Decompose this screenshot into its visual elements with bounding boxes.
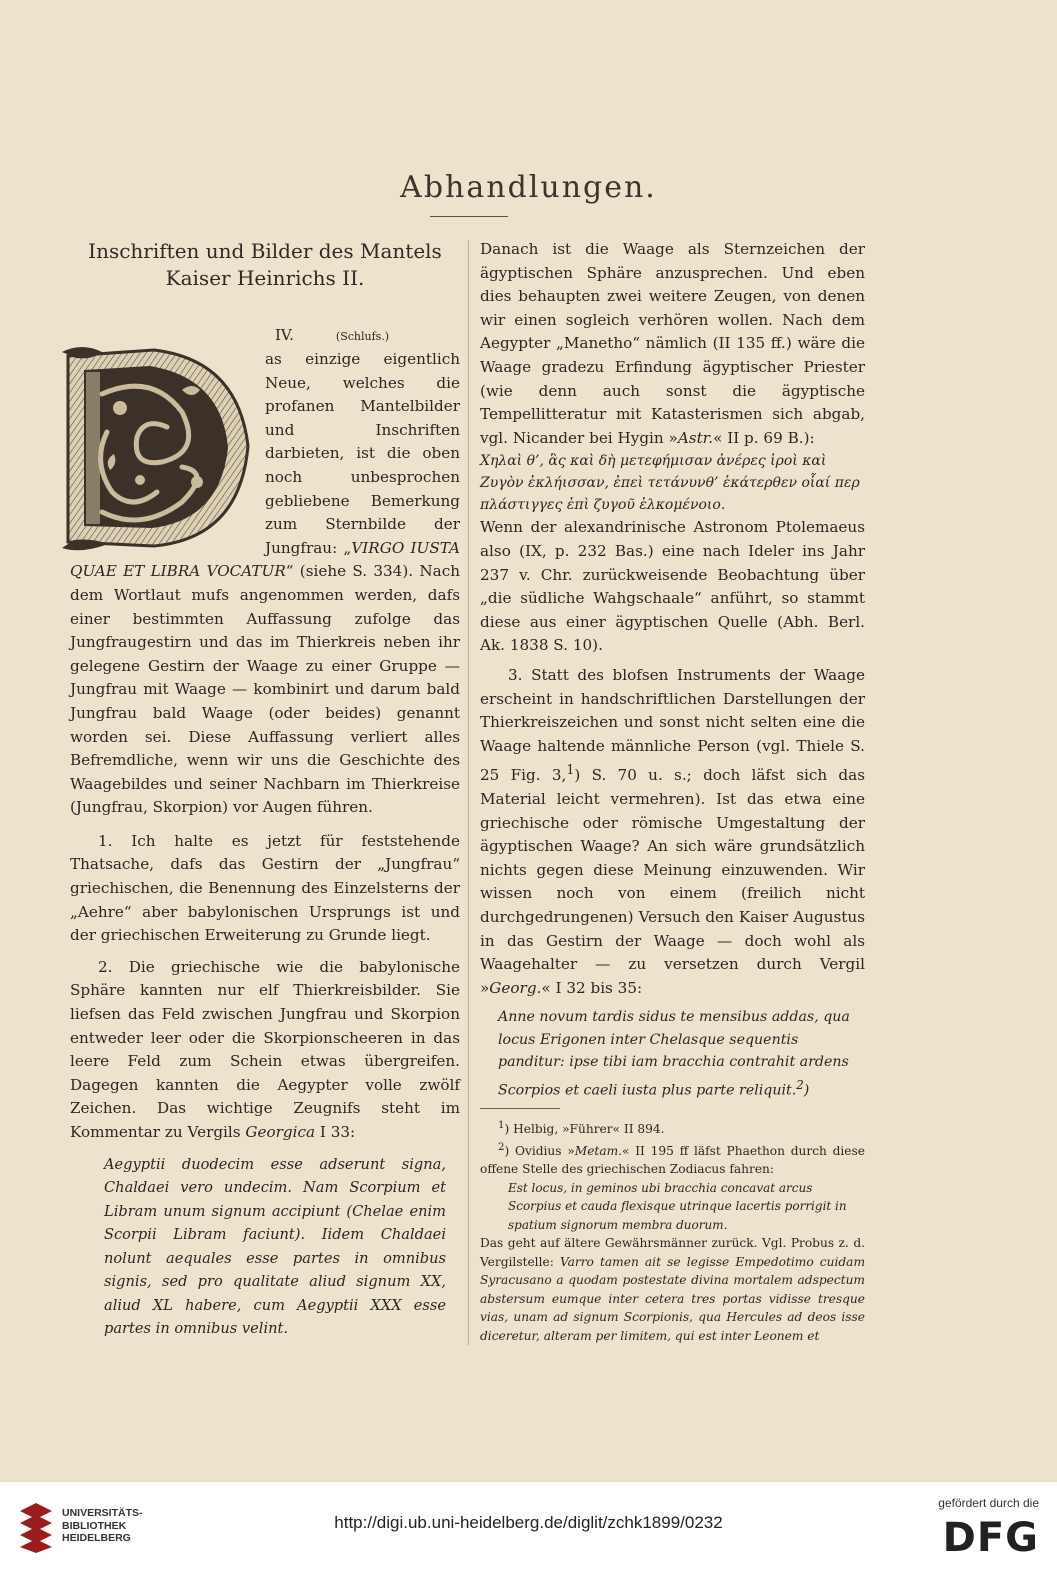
part-note: (Schlufs.) [335,330,390,343]
article-title [70,238,460,292]
footnote-rule [480,1108,560,1109]
footer [0,1482,1057,1572]
right-paragraph-3: 3. Statt des blofsen Instruments der Waage erscheint in handschriftlichen Darstellungen der Thierkreiszeichen und sonst nicht selten eine die Waage haltende männliche Person (vgl. Thiele S. 25 Fig. 3,$^1$) S. 70 u. s.; doch läfst sich das Material leicht vermehren). Ist das etwa eine griechische oder römische Umgestaltung der ägyptischen Waage? An sich wäre grundsätzlich nichts gegen diese Meinung einzuwenden. Wir wissen noch von einem (freilich nicht durchgedrungenen) Versuch den Kaiser Augustus in das Gestirn der Waage — doch wohl als Waagehalter — zu versetzen durch Vergil »Georg.« I 32 bis 35: [480,665,865,997]
part-number: IV. [275,326,294,344]
funding-label: gefördert durch die [938,1496,1039,1510]
left-paragraph-3: 2. Die griechische wie die babylonische Sphäre kannten nur elf Thierkreisbilder. Sie liefsen das Feld zwischen Jungfrau und Skorpion entweder leer oder die Skorpionscheeren in das leere Feld zum Schein etwas übergreifen. Dagegen kannten die Aegypter volle zwölf Zeichen. Das wichtige Zeugnifs steht im Kommentar zu Vergils Georgica I 33: [70,957,460,1141]
left-paragraph-1: as einzige eigentlich Neue, welches die profanen Mantelbilder und Inschriften darbieten, ist die oben noch unbesprochen gebliebene Bemerkung zum Sternbilde der Jungfrau: „VIRGO IUSTA QUAE ET LIBRA VOCATUR“ (siehe S. 334). Nach dem Wortlaut mufs angenommen werden, dafs einer bestimmten Auffassung zufolge das Jungfraugestirn und das im Thierkreis neben ihr gelegene Gestirn der Waage zu einer Gruppe — Jungfrau mit Waage — kombinirt und darum bald Jungfrau bald Waage (oder beides) genannt worden sei. Diese Auffassung verliert alles Befremdliche, wenn wir uns die Geschichte des Waagebildes und seiner Nachbarn im Thierkreise (Jungfrau, Skorpion) vor Augen führen. [70,350,460,817]
virgo-quote: VIRGO IUSTA QUAE ET LIBRA VOCATUR [70,538,460,581]
initial-d-ornament-icon [62,342,257,554]
right-paragraph-2: Wenn der alexandrinische Astronom Ptolemaeus also (IX, p. 232 Bas.) eine nach Ideler ins Jahr 237 v. Chr. zurückweisende Beobachtung über „die südliche Wahgschaale“ anführt, so stammt diese aus einer ägyptischen Quelle (Abh. Berl. Ak. 1838 S. 10). [480,518,865,655]
vergil-quote: Anne novum tardis sidus te mensibus addas, qua locus Erigonen inter Chelasque sequentis panditur: ipse tibi iam bracchia contrahit ardens Scorpios et caeli iusta plus parte reliquit.$^2$) [498,1009,850,1099]
dfg-logo: DFG [942,1515,1039,1561]
column-divider [468,240,469,1345]
footnote-2: $^2$) Ovidius »Metam.« II 195 ff läfst Phaethon durch diese offene Stelle des griechischen Zodiacus fahren: [480,1141,865,1177]
left-column [70,238,460,1341]
right-column [480,238,865,1345]
servius-quote: Aegyptii duodecim esse adserunt signa, Chaldaei vero undecim. Nam Scorpium et Libram unum signum accipiunt (Chelae enim Scorpii Libram faciunt). Iidem Chaldaei nolunt aequales esse partes in omnibus signis, sed pro qualitate aliud signum XX, aliud XL habere, cum Aegyptii XXX esse partes in omnibus velint. [104,1155,446,1338]
footnote-ref-2: 2 [796,1077,804,1092]
right-paragraph-1: Danach ist die Waage als Sternzeichen der ägyptischen Sphäre anzusprechen. Und eben dies behaupten zwei weitere Zeugen, von denen wir einen sogleich verhören wollen. Nach dem Aegypter „Manetho“ nämlich (II 135 ff.) wäre die Waage gradezu Erfindung ägyptischer Priester (wie denn auch sonst die ägyptische Tempellitteratur mit Katasterismen sich abgab, vgl. Nicander bei Hygin »Astr.« II p. 69 B.): [480,240,865,447]
library-name: UNIVERSITÄTS- BIBLIOTHEK HEIDELBERG [62,1507,143,1544]
section-title: Abhandlungen. [400,170,657,205]
ovid-quote: Est locus, in geminos ubi bracchia concavat arcus Scorpius et cauda flexisque utrinque lacertis porrigit in spatium signorum membra duorum. [508,1180,847,1232]
article-title-line2: Kaiser Heinrichs II. [165,266,365,290]
article-title-line1: Inschriften und Bilder des Mantels [88,239,442,263]
footnote-1: $^1$) Helbig, »Führer« II 894. [498,1120,665,1137]
footnote-ref-1: 1 [566,762,575,778]
page-url-link[interactable]: http://digi.ub.uni-heidelberg.de/diglit/zchk1899/0232 [334,1513,723,1532]
greek-quote: Χηλαὶ θ’, ἃς καὶ δὴ μετεφήμισαν ἀνέρες ἱροὶ καὶ Ζυγὸν ἐκλήισσαν, ἐπεὶ τετάνυνθ’ ἑκάτερθεν οἷαί περ πλάστιγγες ἐπὶ ζυγοῦ ἑλκομένοιο. [480,453,860,514]
left-paragraph-2: 1. Ich halte es jetzt für feststehende Thatsache, dafs das Gestirn der „Jungfrau“ griechischen, die Benennung des Einzelsterns der „Aehre“ aber babylonischen Ursprungs ist und der griechischen Erweiterung zu Grunde liegt. [70,831,460,945]
title-rule [430,216,508,217]
footnote-2-continued: Das geht auf ältere Gewährsmänner zurück. Vgl. Probus z. d. Vergilstelle: Varro tamen ait se legisse Empedotimo cuidam Syracusano a quodam postestate divina mortalem adspectum abstersum eumque inter cetera tres portas vidisse tresque vias, unam ad signum Scorpionis, qua Hercules ad deos isse diceretur, alteram per limitem, qui est inter Leonem et [480,1236,865,1343]
decorated-initial-d [62,342,257,554]
